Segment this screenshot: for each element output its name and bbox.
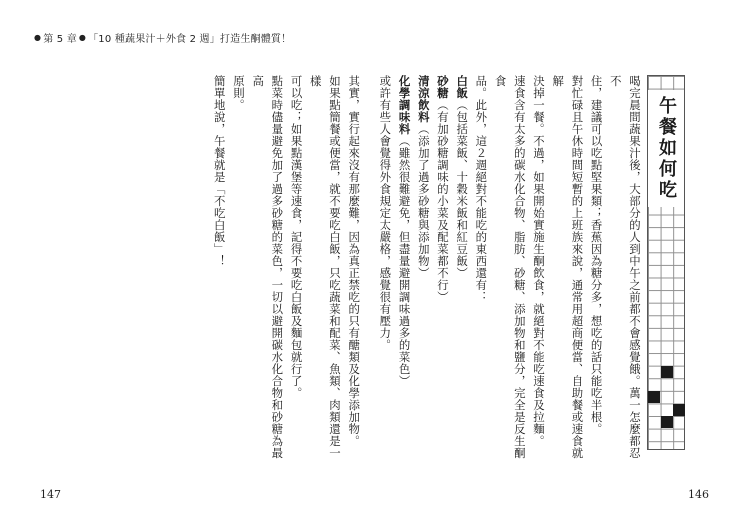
body-line: 品。此外，這２週絕對不能吃的東西還有： (474, 75, 489, 303)
deco-block (661, 366, 673, 378)
header-bullet: ● (34, 33, 42, 42)
page-number-left: 147 (40, 488, 61, 501)
item-text: （添加了過多砂糖與添加物） (416, 123, 431, 279)
deco-block (661, 416, 673, 428)
item-text: （雖然很難避免，但盡量避開調味過多的菜色） (397, 135, 412, 387)
chapter-subtitle: 「10 種蔬果汁＋外食 2 週」打造生酮體質！ (88, 34, 292, 45)
item-text: （有加砂糖調味的小菜及配菜都不行） (435, 99, 450, 303)
body-line: 點菜時儘量避免加了過多砂糖的菜色，一切以避開碳水化合物和砂糖為最高 (251, 75, 285, 459)
forbidden-item (414, 75, 433, 465)
body-line: 或許有些人會覺得外食規定太嚴格，感覺很有壓力。 (378, 75, 393, 351)
section-title-box (647, 75, 685, 450)
summary-line: 簡單地說，午餐就是「不吃白飯」！ (212, 75, 227, 267)
deco-block (648, 391, 660, 403)
body-line: 可以吃；如果點漢堡等速食，記得不要吃白飯及麵包就行了。 (289, 75, 304, 399)
page-number-right: 146 (688, 488, 709, 501)
header-separator: ● (78, 33, 87, 42)
item-label: 化學調味料 (397, 75, 412, 135)
body-line: 其實，實行起來沒有那麼難，因為真正禁吃的只有醣類及化學添加物。 (347, 75, 362, 447)
item-text: （包括菜飯、十穀米飯和紅豆飯） (455, 99, 470, 279)
body-line: 速食含有太多的碳水化合物、脂肪、砂糖、添加物和鹽分，完全是反生酮食 (493, 75, 527, 459)
body-line: 喝完晨間蔬果汁後，大部分的人到中午之前都不會感覺餓。萬一怎麼都忍不 (608, 75, 642, 459)
forbidden-item (452, 75, 471, 465)
item-label: 清涼飲料 (416, 75, 431, 123)
running-header (34, 30, 291, 45)
item-label: 砂糖 (435, 75, 450, 99)
body-text (198, 75, 644, 465)
item-label: 白飯 (455, 75, 470, 99)
deco-block (673, 404, 685, 416)
forbidden-item (433, 75, 452, 465)
forbidden-item (394, 75, 413, 465)
body-line: 決掉一餐。不過，如果開始實施生酮飲食，就絕對不能吃速食及拉麵。 (531, 75, 546, 447)
chapter-label: 第 5 章 (43, 34, 77, 45)
body-line: 原則。 (231, 75, 246, 111)
section-title: 午餐如何吃 (648, 90, 684, 207)
body-line: 如果點簡餐或便當，就不要吃白飯，只吃蔬菜和配菜、魚類、肉類還是一樣 (308, 75, 342, 459)
body-line: 住，建議可以吃點堅果類；香蕉因為糖分多，想吃的話只能吃半根。 (589, 75, 604, 435)
body-line: 對忙碌且午休時間短暫的上班族來說，通常用超商便當、自助餐或速食就解 (551, 75, 585, 459)
